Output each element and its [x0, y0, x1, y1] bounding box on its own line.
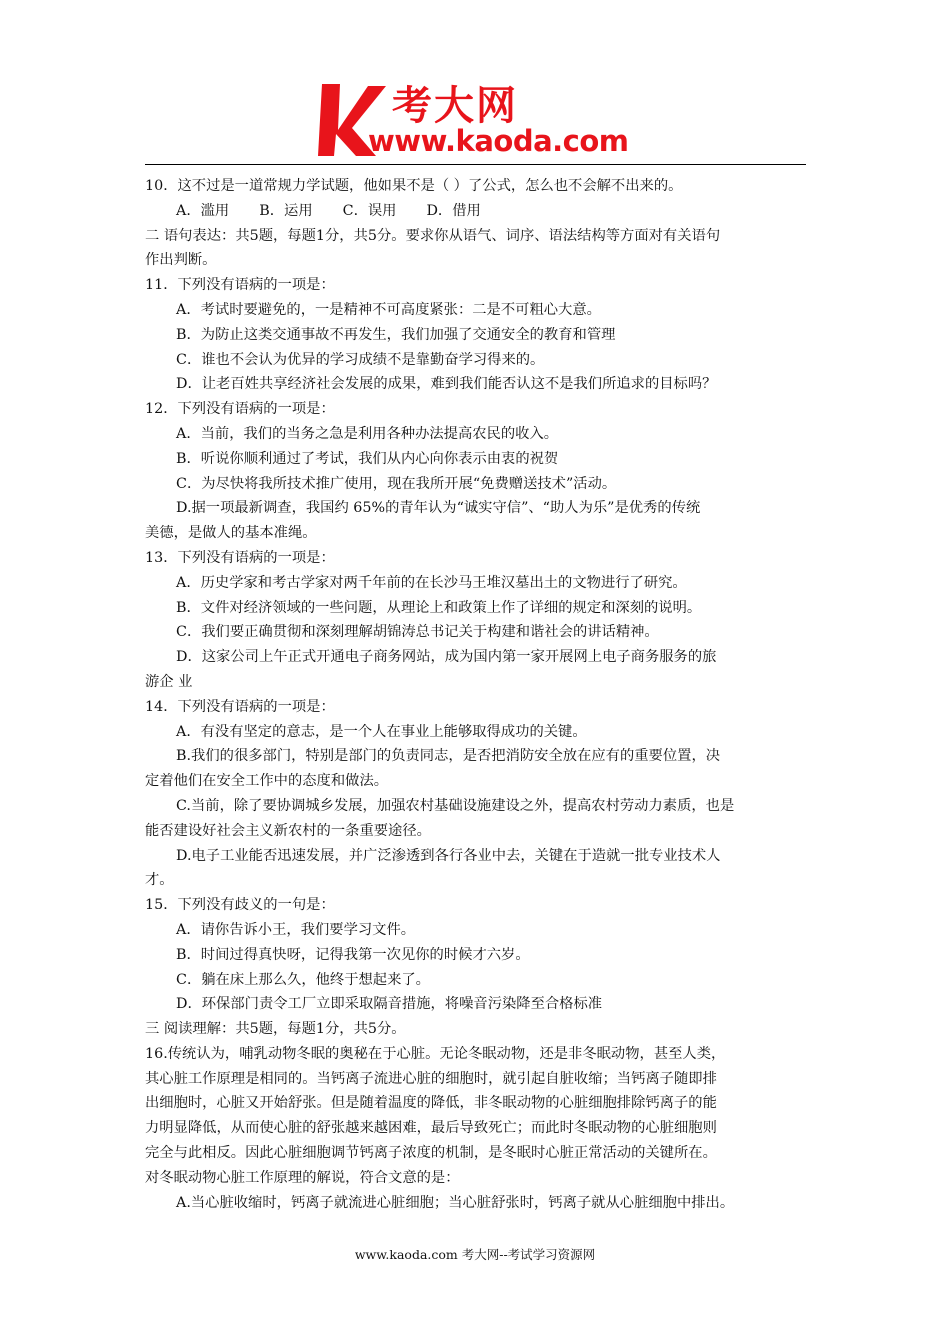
q14-option-a: A．有没有坚定的意志，是一个人在事业上能够取得成功的关键。 — [176, 723, 587, 740]
q14-stem: 14．下列没有语病的一项是： — [145, 698, 335, 715]
q13-option-a: A．历史学家和考古学家对两千年前的在长沙马王堆汉墓出土的文物进行了研究。 — [176, 574, 687, 591]
q13-option-c: C．我们要正确贯彻和深刻理解胡锦涛总书记关于构建和谐社会的讲话精神。 — [176, 624, 659, 641]
q13-stem: 13．下列没有语病的一项是： — [145, 549, 335, 566]
q12-option-a: A．当前，我们的当务之急是利用各种办法提高农民的收入。 — [176, 425, 559, 442]
q13-option-b: B．文件对经济领域的一些问题，从理论上和政策上作了详细的规定和深刻的说明。 — [176, 599, 702, 616]
q16-passage-line: 完全与此相反。因此心脏细胞调节钙离子浓度的机制，是冬眠时心脏正常活动的关键所在。 — [145, 1145, 717, 1162]
exam-content — [145, 174, 809, 1215]
q16-passage-line: 16.传统认为，哺乳动物冬眠的奥秘在于心脏。无论冬眠动物，还是非冬眠动物，甚至人类， — [145, 1045, 726, 1062]
q10-options — [145, 199, 809, 224]
q16-option-a: A.当心脏收缩时，钙离子就流进心脏细胞；当心脏舒张时，钙离子就从心脏细胞中排出。 — [176, 1194, 735, 1211]
q13-option-d: D．这家公司上午正式开通电子商务网站，成为国内第一家开展网上电子商务服务的旅 — [176, 649, 717, 666]
q14-option-c-cont: 能否建设好社会主义新农村的一条重要途径。 — [145, 822, 431, 839]
q16-passage-line: 其心脏工作原理是相同的。当钙离子流进心脏的细胞时，就引起自脏收缩；当钙离子随即排 — [145, 1070, 717, 1087]
q14-option-d-cont: 才。 — [145, 872, 174, 889]
q15-option-b: B．时间过得真快呀，记得我第一次见你的时候才六岁。 — [176, 946, 530, 963]
q15-option-d: D．环保部门责令工厂立即采取隔音措施，将噪音污染降至合格标准 — [176, 996, 603, 1013]
header-rule — [145, 164, 806, 165]
section2-heading-cont: 作出判断。 — [145, 252, 217, 269]
q15-option-a: A．请你告诉小王，我们要学习文件。 — [176, 921, 416, 938]
q10-option-d: D．借用 — [426, 202, 481, 219]
q14-option-b-cont: 定着他们在安全工作中的态度和做法。 — [145, 773, 389, 790]
q12-option-d: D.据一项最新调查，我国约 65%的青年认为“诚实守信”、“助人为乐”是优秀的传统 — [176, 500, 701, 517]
q16-passage-line: 力明显降低，从而使心脏的舒张越来越困难，最后导致死亡；而此时冬眠动物的心脏细胞则 — [145, 1120, 717, 1137]
q11-stem: 11．下列没有语病的一项是： — [145, 277, 335, 294]
q16-passage-line: 出细胞时，心脏又开始舒张。但是随着温度的降低，非冬眠动物的心脏细胞排除钙离子的能 — [145, 1095, 717, 1112]
q12-stem: 12．下列没有语病的一项是： — [145, 401, 335, 418]
q11-option-b: B．为防止这类交通事故不再发生，我们加强了交通安全的教育和管理 — [176, 326, 616, 343]
q11-option-d: D．让老百姓共享经济社会发展的成果，难到我们能否认这不是我们所追求的目标吗？ — [176, 376, 717, 393]
q10-option-b: B．运用 — [259, 202, 313, 219]
q10-stem: 10．这不过是一道常规力学试题，他如果不是（ ）了公式，怎么也不会解不出来的。 — [145, 178, 683, 194]
page-footer: www.kaoda.com 考大网--考试学习资源网 — [354, 1247, 596, 1262]
logo-url: www.kaoda.com — [368, 124, 629, 158]
q10-option-a: A．滥用 — [176, 202, 230, 219]
q11-option-a: A．考试时要避免的，一是精神不可高度紧张：二是不可粗心大意。 — [176, 301, 601, 318]
q13-option-d-cont: 游企 业 — [145, 673, 193, 690]
q14-option-c: C.当前，除了要协调城乡发展，加强农村基础设施建设之外，提高农村劳动力素质，也是 — [176, 797, 735, 814]
q15-stem: 15．下列没有歧义的一句是： — [145, 897, 335, 914]
q14-option-b: B.我们的很多部门，特别是部门的负责同志，是否把消防安全放在应有的重要位置，决 — [176, 748, 721, 765]
section3-heading: 三 阅读理解：共5题，每题1分，共5分。 — [145, 1021, 406, 1038]
q12-option-b: B．听说你顺利通过了考试，我们从内心向你表示由衷的祝贺 — [176, 450, 559, 467]
section2-heading: 二 语句表达：共5题，每题1分，共5分。要求你从语气、词序、语法结构等方面对有关语句 — [145, 227, 721, 244]
logo-title: 考大网 — [392, 83, 518, 129]
q14-option-d: D.电子工业能否迅速发展，并广泛渗透到各行各业中去，关键在于造就一批专业技术人 — [176, 847, 721, 864]
kaoda-logo — [316, 78, 646, 160]
q12-option-d-cont: 美德，是做人的基本准绳。 — [145, 525, 317, 542]
q15-option-c: C．躺在床上那么久，他终于想起来了。 — [176, 971, 430, 988]
q11-option-c: C．谁也不会认为优异的学习成绩不是靠勤奋学习得来的。 — [176, 351, 545, 368]
q12-option-c: C．为尽快将我所技术推广使用，现在我所开展“免费赠送技术”活动。 — [176, 475, 617, 492]
q10-option-c: C．误用 — [342, 202, 397, 219]
q16-passage-line: 对冬眠动物心脏工作原理的解说，符合文意的是： — [145, 1169, 460, 1186]
